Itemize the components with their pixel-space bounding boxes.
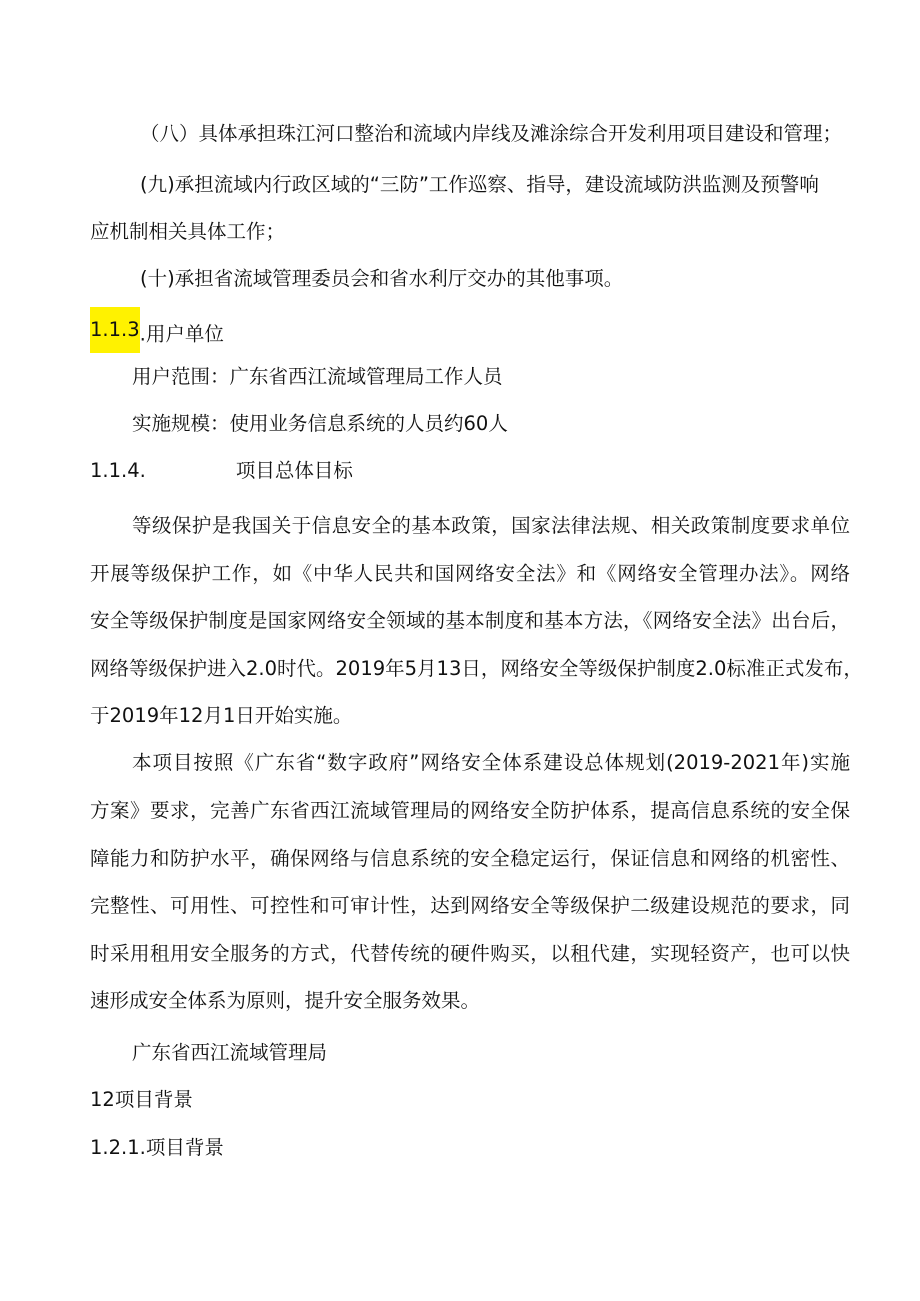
organization-name: 广东省西江流域管理局 [132, 1041, 328, 1064]
highlighted-heading-number: 1.1.3 [90, 307, 140, 353]
heading-1-1-4-number: 1.1.4. [90, 459, 146, 482]
paragraph-plan-line5: 时采用租用安全服务的方式，代替传统的硬件购买，以租代建，实现轻资产，也可以快 [90, 942, 850, 965]
heading-1-1-3-title: .用户单位 [139, 322, 224, 346]
paragraph-plan-line2: 方案》要求，完善广东省西江流域管理局的网络安全防护体系，提高信息系统的安全保 [90, 799, 850, 822]
paragraph-goal-line1: 等级保护是我国关于信息安全的基本政策，国家法律法规、相关政策制度要求单位 [132, 514, 850, 537]
paragraph-item-9-line1: (九)承担流域内行政区域的“三防”工作巡察、指导，建设流域防洪监测及预警响 [140, 173, 819, 196]
heading-1-2-1: 1.2.1.项目背景 [90, 1136, 224, 1159]
paragraph-item-8: （八）具体承担珠江河口整治和流域内岸线及滩涂综合开发利用项目建设和管理； [140, 122, 843, 145]
paragraph-plan-line3: 障能力和防护水平，确保网络与信息系统的安全稳定运行，保证信息和网络的机密性、 [90, 847, 850, 870]
paragraph-goal-line4: 网络等级保护进入2.0时代。2019年5月13日，网络安全等级保护制度2.0标准正式发布， [90, 657, 863, 680]
heading-1-1-4-title: 项目总体目标 [235, 459, 353, 482]
paragraph-goal-line3: 安全等级保护制度是国家网络安全领域的基本制度和基本方法，《网络安全法》出台后， [90, 609, 850, 632]
paragraph-plan-line6: 速形成安全体系为原则，提升安全服务效果。 [90, 989, 481, 1012]
heading-1-1-3 [0, 317, 920, 353]
paragraph-goal-line2: 开展等级保护工作，如《中华人民共和国网络安全法》和《网络安全管理办法》。网络 [90, 562, 850, 585]
paragraph-item-10: (十)承担省流域管理委员会和省水利厅交办的其他事项。 [140, 267, 624, 290]
user-scope: 用户范围：广东省西江流域管理局工作人员 [132, 365, 503, 388]
paragraph-plan-line4: 完整性、可用性、可控性和可审计性，达到网络安全等级保护二级建设规范的要求，同 [90, 894, 850, 917]
heading-1-2: 12项目背景 [90, 1088, 193, 1111]
paragraph-goal-line5: 于2019年12月1日开始实施。 [90, 704, 353, 727]
paragraph-item-9-line2: 应机制相关具体工作； [90, 220, 286, 243]
implementation-scale: 实施规模：使用业务信息系统的人员约60人 [132, 412, 508, 435]
paragraph-plan-line1: 本项目按照《广东省“数字政府”网络安全体系建设总体规划(2019-2021年)实施 [132, 751, 850, 774]
heading-1-1-4 [0, 458, 920, 484]
